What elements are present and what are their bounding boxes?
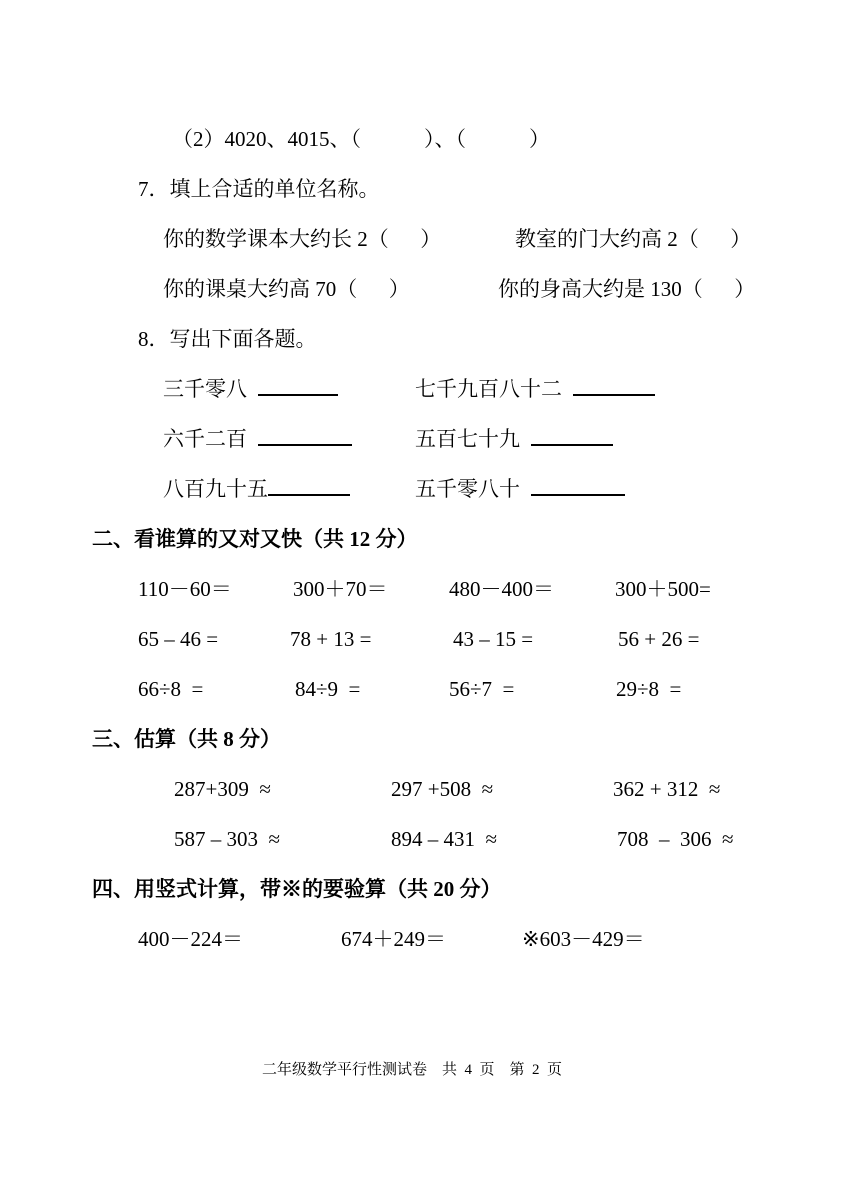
vertical-calc-item: 674＋249＝ xyxy=(341,927,446,951)
q7-item-4: 你的身高大约是 130（ ） xyxy=(498,277,756,301)
q8-item-3 xyxy=(163,426,352,452)
estimate-item: 362 + 312 ≈ xyxy=(613,777,721,801)
q7-title: 7．填上合适的单位名称。 xyxy=(138,177,380,201)
calc-item: 56÷7 = xyxy=(449,677,515,701)
q8-item-text: 七千九百八十二 xyxy=(415,377,562,401)
q8-item-1 xyxy=(163,376,338,402)
calc-item: 84÷9 = xyxy=(295,677,361,701)
calc-item: 43 – 15 = xyxy=(453,627,534,651)
q8-item-2 xyxy=(415,376,655,402)
calc-item: 300＋70＝ xyxy=(293,577,388,601)
answer-blank[interactable] xyxy=(258,426,352,446)
q8-item-5 xyxy=(163,476,350,502)
answer-blank[interactable] xyxy=(531,476,625,496)
vertical-calc-item: ※603－429＝ xyxy=(522,927,645,951)
q8-item-text: 三千零八 xyxy=(163,377,247,401)
calc-item: 110－60＝ xyxy=(138,577,232,601)
calc-item: 65 – 46 = xyxy=(138,627,219,651)
q8-item-6 xyxy=(415,476,625,502)
q6-part2: （2）4020、4015、（ ）、（ ） xyxy=(172,127,550,151)
estimate-item: 297 +508 ≈ xyxy=(391,777,494,801)
section2-title: 二、看谁算的又对又快（共 12 分） xyxy=(92,527,418,551)
calc-item: 78 + 13 = xyxy=(290,627,372,651)
q8-item-text: 六千二百 xyxy=(163,427,247,451)
q8-title: 8．写出下面各题。 xyxy=(138,327,317,351)
estimate-item: 287+309 ≈ xyxy=(174,777,271,801)
calc-item: 56 + 26 = xyxy=(618,627,700,651)
section3-title: 三、估算（共 8 分） xyxy=(92,727,281,751)
answer-blank[interactable] xyxy=(573,376,655,396)
q7-item-3: 你的课桌大约高 70（ ） xyxy=(163,277,410,301)
estimate-item: 708 – 306 ≈ xyxy=(617,827,734,851)
calc-item: 300＋500= xyxy=(615,577,711,601)
calc-item: 29÷8 = xyxy=(616,677,682,701)
q8-item-text: 八百九十五 xyxy=(163,477,268,501)
calc-item: 480－400＝ xyxy=(449,577,554,601)
answer-blank[interactable] xyxy=(268,476,350,496)
q8-item-text: 五千零八十 xyxy=(415,477,520,501)
page-footer: 二年级数学平行性测试卷 共 4 页 第 2 页 xyxy=(262,1062,563,1078)
calc-item: 66÷8 = xyxy=(138,677,204,701)
q8-item-4 xyxy=(415,426,613,452)
q7-item-2: 教室的门大约高 2（ ） xyxy=(515,227,752,251)
answer-blank[interactable] xyxy=(258,376,338,396)
q8-item-text: 五百七十九 xyxy=(415,427,520,451)
vertical-calc-item: 400－224＝ xyxy=(138,927,243,951)
section4-title: 四、用竖式计算，带※的要验算（共 20 分） xyxy=(92,877,502,901)
answer-blank[interactable] xyxy=(531,426,613,446)
estimate-item: 894 – 431 ≈ xyxy=(391,827,498,851)
q7-item-1: 你的数学课本大约长 2（ ） xyxy=(163,227,442,251)
estimate-item: 587 – 303 ≈ xyxy=(174,827,281,851)
